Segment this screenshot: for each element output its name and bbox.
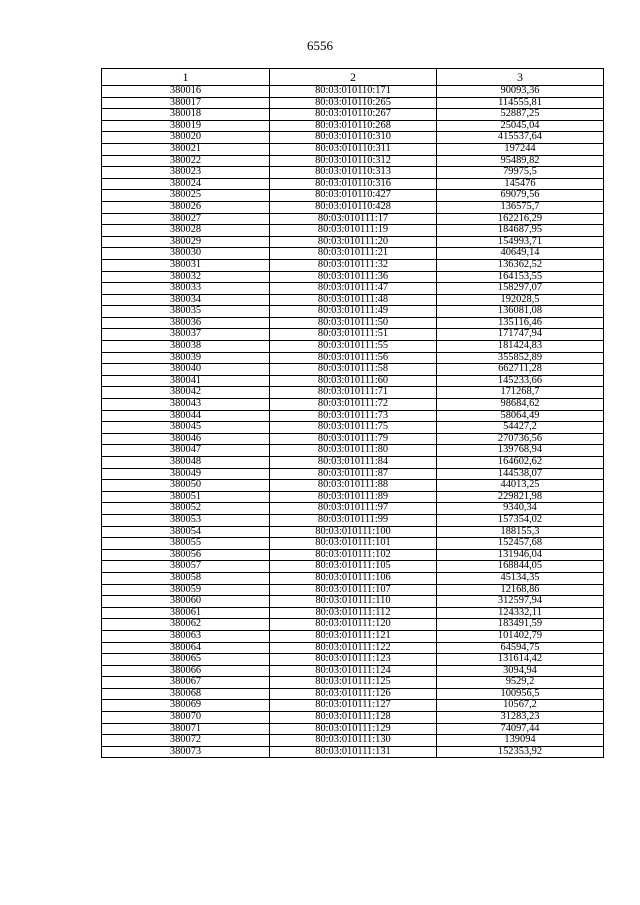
table-row (102, 480, 604, 492)
table-row (102, 630, 604, 642)
cadastral-number-cell: 80:03:010110:316 (270, 178, 437, 190)
table-row (102, 132, 604, 144)
table-row (102, 433, 604, 445)
row-number-cell: 380067 (102, 677, 270, 689)
value-cell: 154993,71 (437, 236, 604, 248)
value-cell: 100956,5 (437, 688, 604, 700)
row-number-cell: 380062 (102, 619, 270, 631)
table-row (102, 248, 604, 260)
cadastral-number-cell: 80:03:010111:99 (270, 514, 437, 526)
row-number-cell: 380023 (102, 167, 270, 179)
table-body (102, 86, 604, 758)
row-number-cell: 380048 (102, 457, 270, 469)
row-number-cell: 380061 (102, 607, 270, 619)
cadastral-number-cell: 80:03:010111:112 (270, 607, 437, 619)
cadastral-number-cell: 80:03:010111:107 (270, 584, 437, 596)
value-cell: 229821,98 (437, 491, 604, 503)
table-row (102, 167, 604, 179)
cadastral-number-cell: 80:03:010110:267 (270, 109, 437, 121)
row-number-cell: 380055 (102, 538, 270, 550)
row-number-cell: 380072 (102, 735, 270, 747)
cadastral-number-cell: 80:03:010111:80 (270, 445, 437, 457)
column-header: 1 (102, 69, 270, 86)
table-row (102, 642, 604, 654)
table-row (102, 306, 604, 318)
row-number-cell: 380060 (102, 596, 270, 608)
row-number-cell: 380021 (102, 143, 270, 155)
value-cell: 25045,04 (437, 120, 604, 132)
value-cell: 139768,94 (437, 445, 604, 457)
data-table (101, 68, 604, 758)
cadastral-number-cell: 80:03:010111:101 (270, 538, 437, 550)
value-cell: 10567,2 (437, 700, 604, 712)
table-row (102, 259, 604, 271)
cadastral-number-cell: 80:03:010110:428 (270, 201, 437, 213)
page-number: 6556 (307, 38, 333, 53)
table-row (102, 677, 604, 689)
cadastral-number-cell: 80:03:010111:84 (270, 457, 437, 469)
row-number-cell: 380043 (102, 399, 270, 411)
table-row (102, 271, 604, 283)
row-number-cell: 380022 (102, 155, 270, 167)
value-cell: 136362,52 (437, 259, 604, 271)
row-number-cell: 380026 (102, 201, 270, 213)
row-number-cell: 380035 (102, 306, 270, 318)
value-cell: 9340,34 (437, 503, 604, 515)
cadastral-number-cell: 80:03:010111:100 (270, 526, 437, 538)
value-cell: 171268,7 (437, 387, 604, 399)
value-cell: 164153,55 (437, 271, 604, 283)
table-row (102, 445, 604, 457)
row-number-cell: 380057 (102, 561, 270, 573)
row-number-cell: 380018 (102, 109, 270, 121)
row-number-cell: 380019 (102, 120, 270, 132)
table-row (102, 86, 604, 98)
value-cell: 45134,35 (437, 572, 604, 584)
table-row (102, 572, 604, 584)
row-number-cell: 380066 (102, 665, 270, 677)
cadastral-number-cell: 80:03:010110:268 (270, 120, 437, 132)
table-row (102, 549, 604, 561)
table-row (102, 457, 604, 469)
table-row (102, 317, 604, 329)
value-cell: 12168,86 (437, 584, 604, 596)
value-cell: 415537,64 (437, 132, 604, 144)
row-number-cell: 380047 (102, 445, 270, 457)
table-row (102, 700, 604, 712)
cadastral-number-cell: 80:03:010111:21 (270, 248, 437, 260)
row-number-cell: 380027 (102, 213, 270, 225)
row-number-cell: 380030 (102, 248, 270, 260)
table-row (102, 735, 604, 747)
row-number-cell: 380065 (102, 654, 270, 666)
row-number-cell: 380039 (102, 352, 270, 364)
value-cell: 184687,95 (437, 225, 604, 237)
cadastral-number-cell: 80:03:010111:120 (270, 619, 437, 631)
row-number-cell: 380032 (102, 271, 270, 283)
cadastral-number-cell: 80:03:010111:79 (270, 433, 437, 445)
value-cell: 90093,36 (437, 86, 604, 98)
table-row (102, 109, 604, 121)
row-number-cell: 380034 (102, 294, 270, 306)
value-cell: 270736,56 (437, 433, 604, 445)
row-number-cell: 380070 (102, 712, 270, 724)
value-cell: 183491,59 (437, 619, 604, 631)
cadastral-number-cell: 80:03:010111:122 (270, 642, 437, 654)
value-cell: 135116,46 (437, 317, 604, 329)
cadastral-number-cell: 80:03:010110:311 (270, 143, 437, 155)
value-cell: 74097,44 (437, 723, 604, 735)
value-cell: 44013,25 (437, 480, 604, 492)
row-number-cell: 380050 (102, 480, 270, 492)
cadastral-number-cell: 80:03:010111:110 (270, 596, 437, 608)
value-cell: 136081,08 (437, 306, 604, 318)
table-row (102, 364, 604, 376)
table-row (102, 712, 604, 724)
table-row (102, 688, 604, 700)
cadastral-number-cell: 80:03:010111:73 (270, 410, 437, 422)
row-number-cell: 380016 (102, 86, 270, 98)
value-cell: 157354,02 (437, 514, 604, 526)
table-row (102, 213, 604, 225)
row-number-cell: 380037 (102, 329, 270, 341)
table-row (102, 341, 604, 353)
cadastral-number-cell: 80:03:010110:427 (270, 190, 437, 202)
value-cell: 152353,92 (437, 746, 604, 758)
cadastral-number-cell: 80:03:010111:56 (270, 352, 437, 364)
row-number-cell: 380069 (102, 700, 270, 712)
cadastral-number-cell: 80:03:010111:127 (270, 700, 437, 712)
table-row (102, 607, 604, 619)
value-cell: 192028,5 (437, 294, 604, 306)
cadastral-number-cell: 80:03:010110:171 (270, 86, 437, 98)
table-row (102, 97, 604, 109)
cadastral-number-cell: 80:03:010110:313 (270, 167, 437, 179)
row-number-cell: 380073 (102, 746, 270, 758)
row-number-cell: 380033 (102, 283, 270, 295)
cadastral-number-cell: 80:03:010111:60 (270, 375, 437, 387)
row-number-cell: 380038 (102, 341, 270, 353)
row-number-cell: 380053 (102, 514, 270, 526)
value-cell: 114555,81 (437, 97, 604, 109)
table-row (102, 746, 604, 758)
row-number-cell: 380063 (102, 630, 270, 642)
value-cell: 162216,29 (437, 213, 604, 225)
row-number-cell: 380029 (102, 236, 270, 248)
table-row (102, 654, 604, 666)
table-row (102, 561, 604, 573)
cadastral-number-cell: 80:03:010111:50 (270, 317, 437, 329)
table-row (102, 665, 604, 677)
value-cell: 124332,11 (437, 607, 604, 619)
value-cell: 9529,2 (437, 677, 604, 689)
value-cell: 197244 (437, 143, 604, 155)
table-row (102, 596, 604, 608)
row-number-cell: 380028 (102, 225, 270, 237)
table-row (102, 190, 604, 202)
cadastral-number-cell: 80:03:010111:72 (270, 399, 437, 411)
table-row (102, 399, 604, 411)
table-row (102, 352, 604, 364)
cadastral-number-cell: 80:03:010111:123 (270, 654, 437, 666)
cadastral-number-cell: 80:03:010111:106 (270, 572, 437, 584)
value-cell: 131946,04 (437, 549, 604, 561)
cadastral-number-cell: 80:03:010111:87 (270, 468, 437, 480)
value-cell: 3094,94 (437, 665, 604, 677)
table-row (102, 723, 604, 735)
value-cell: 144538,07 (437, 468, 604, 480)
row-number-cell: 380044 (102, 410, 270, 422)
value-cell: 131614,42 (437, 654, 604, 666)
value-cell: 188155,3 (437, 526, 604, 538)
cadastral-number-cell: 80:03:010111:75 (270, 422, 437, 434)
row-number-cell: 380040 (102, 364, 270, 376)
cadastral-number-cell: 80:03:010111:36 (270, 271, 437, 283)
table-row (102, 375, 604, 387)
table-row (102, 201, 604, 213)
row-number-cell: 380049 (102, 468, 270, 480)
table-row (102, 503, 604, 515)
row-number-cell: 380045 (102, 422, 270, 434)
cadastral-number-cell: 80:03:010111:125 (270, 677, 437, 689)
table-row (102, 283, 604, 295)
value-cell: 95489,82 (437, 155, 604, 167)
table-row (102, 387, 604, 399)
value-cell: 136575,7 (437, 201, 604, 213)
table-row (102, 619, 604, 631)
cadastral-number-cell: 80:03:010111:128 (270, 712, 437, 724)
value-cell: 101402,79 (437, 630, 604, 642)
cadastral-number-cell: 80:03:010111:17 (270, 213, 437, 225)
row-number-cell: 380046 (102, 433, 270, 445)
table-row (102, 294, 604, 306)
table-row (102, 491, 604, 503)
table-row (102, 143, 604, 155)
table-row (102, 422, 604, 434)
table-row (102, 178, 604, 190)
value-cell: 58064,49 (437, 410, 604, 422)
cadastral-number-cell: 80:03:010110:265 (270, 97, 437, 109)
value-cell: 69079,56 (437, 190, 604, 202)
cadastral-number-cell: 80:03:010111:121 (270, 630, 437, 642)
table-row (102, 155, 604, 167)
cadastral-number-cell: 80:03:010111:131 (270, 746, 437, 758)
value-cell: 145476 (437, 178, 604, 190)
cadastral-number-cell: 80:03:010111:47 (270, 283, 437, 295)
cadastral-number-cell: 80:03:010111:32 (270, 259, 437, 271)
row-number-cell: 380051 (102, 491, 270, 503)
cadastral-number-cell: 80:03:010111:48 (270, 294, 437, 306)
cadastral-number-cell: 80:03:010110:312 (270, 155, 437, 167)
cadastral-number-cell: 80:03:010111:126 (270, 688, 437, 700)
value-cell: 312597,94 (437, 596, 604, 608)
cadastral-number-cell: 80:03:010111:58 (270, 364, 437, 376)
table-row (102, 514, 604, 526)
cadastral-number-cell: 80:03:010111:19 (270, 225, 437, 237)
row-number-cell: 380031 (102, 259, 270, 271)
cadastral-number-cell: 80:03:010111:71 (270, 387, 437, 399)
value-cell: 64594,75 (437, 642, 604, 654)
cadastral-number-cell: 80:03:010111:49 (270, 306, 437, 318)
row-number-cell: 380052 (102, 503, 270, 515)
table-row (102, 225, 604, 237)
cadastral-number-cell: 80:03:010111:55 (270, 341, 437, 353)
table-row (102, 538, 604, 550)
table-row (102, 410, 604, 422)
value-cell: 168844,05 (437, 561, 604, 573)
value-cell: 54427,2 (437, 422, 604, 434)
row-number-cell: 380058 (102, 572, 270, 584)
cadastral-number-cell: 80:03:010111:129 (270, 723, 437, 735)
value-cell: 662711,28 (437, 364, 604, 376)
cadastral-number-cell: 80:03:010111:124 (270, 665, 437, 677)
row-number-cell: 380064 (102, 642, 270, 654)
row-number-cell: 380071 (102, 723, 270, 735)
row-number-cell: 380025 (102, 190, 270, 202)
row-number-cell: 380024 (102, 178, 270, 190)
value-cell: 98684,62 (437, 399, 604, 411)
cadastral-number-cell: 80:03:010111:20 (270, 236, 437, 248)
row-number-cell: 380054 (102, 526, 270, 538)
cadastral-number-cell: 80:03:010111:51 (270, 329, 437, 341)
value-cell: 31283,23 (437, 712, 604, 724)
row-number-cell: 380042 (102, 387, 270, 399)
cadastral-number-cell: 80:03:010111:130 (270, 735, 437, 747)
column-header: 2 (270, 69, 437, 86)
value-cell: 40649,14 (437, 248, 604, 260)
cadastral-number-cell: 80:03:010111:88 (270, 480, 437, 492)
value-cell: 52887,25 (437, 109, 604, 121)
row-number-cell: 380068 (102, 688, 270, 700)
table-row (102, 329, 604, 341)
row-number-cell: 380059 (102, 584, 270, 596)
table-row (102, 120, 604, 132)
value-cell: 171747,94 (437, 329, 604, 341)
value-cell: 355852,89 (437, 352, 604, 364)
table-row (102, 236, 604, 248)
value-cell: 79975,5 (437, 167, 604, 179)
value-cell: 181424,83 (437, 341, 604, 353)
table-row (102, 468, 604, 480)
column-header: 3 (437, 69, 604, 86)
value-cell: 164602,62 (437, 457, 604, 469)
row-number-cell: 380056 (102, 549, 270, 561)
cadastral-number-cell: 80:03:010111:97 (270, 503, 437, 515)
table-row (102, 584, 604, 596)
value-cell: 158297,07 (437, 283, 604, 295)
cadastral-number-cell: 80:03:010111:105 (270, 561, 437, 573)
cadastral-number-cell: 80:03:010111:102 (270, 549, 437, 561)
row-number-cell: 380020 (102, 132, 270, 144)
table-row (102, 526, 604, 538)
value-cell: 152457,68 (437, 538, 604, 550)
cadastral-number-cell: 80:03:010111:89 (270, 491, 437, 503)
row-number-cell: 380041 (102, 375, 270, 387)
row-number-cell: 380036 (102, 317, 270, 329)
row-number-cell: 380017 (102, 97, 270, 109)
table-header-row (102, 69, 604, 86)
value-cell: 145233,66 (437, 375, 604, 387)
value-cell: 139094 (437, 735, 604, 747)
cadastral-number-cell: 80:03:010110:310 (270, 132, 437, 144)
